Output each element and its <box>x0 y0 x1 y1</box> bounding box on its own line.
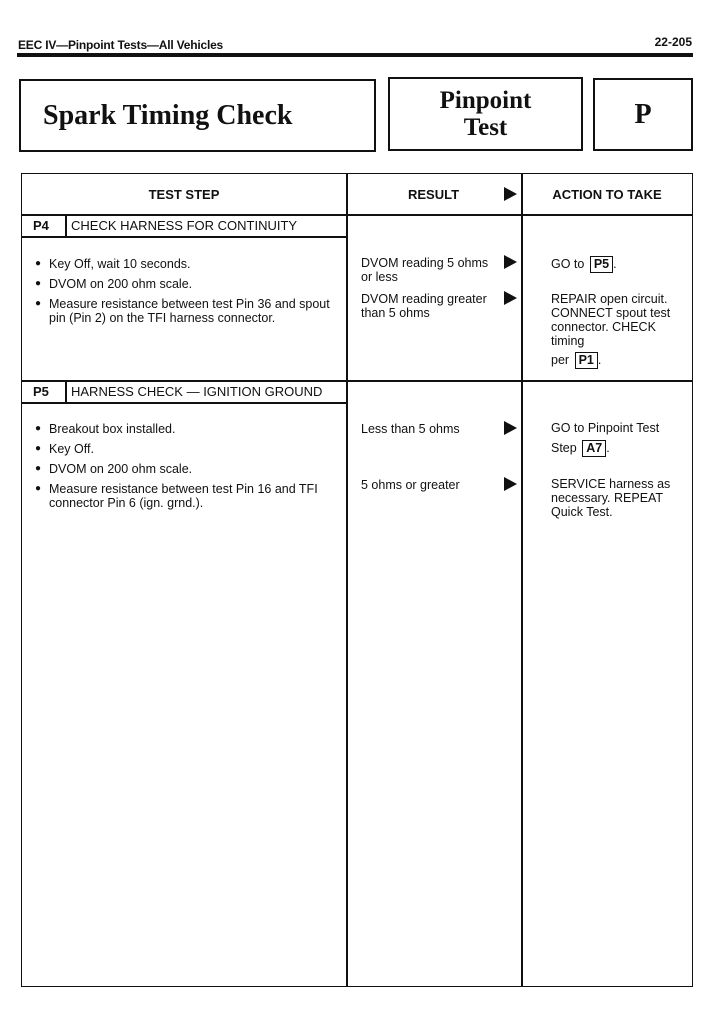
pinpoint-test-box <box>388 77 583 151</box>
arrow-icon <box>504 421 517 435</box>
test-letter: P <box>634 98 652 130</box>
action-cell <box>551 256 691 273</box>
action-suffix: . <box>613 257 617 271</box>
list-item: ● Measure resistance between test Pin 16 and TFI connector Pin 6 (ign. grnd.). <box>35 482 340 510</box>
action-suffix: . <box>597 353 602 367</box>
arrow-icon <box>504 477 517 491</box>
step-heading: CHECK HARNESS FOR CONTINUITY <box>71 218 298 233</box>
step-id: P4 <box>33 218 49 233</box>
step-header-p5 <box>22 380 346 404</box>
col-header-test-step: TEST STEP <box>148 187 220 202</box>
test-letter-box <box>593 78 693 151</box>
action-text: REPAIR open circuit. CONNECT spout test connector. CHECK timing <box>551 292 671 348</box>
pinpoint-test-label <box>440 87 532 141</box>
pinpoint-label-line2: Test <box>463 114 508 141</box>
step-p4-bullets <box>35 257 340 331</box>
step-heading: HARNESS CHECK — IGNITION GROUND <box>71 384 323 399</box>
step-id: P5 <box>33 384 49 399</box>
step-reference: A7 <box>582 440 606 457</box>
list-item: ● DVOM on 200 ohm scale. <box>35 277 340 291</box>
arrow-icon <box>504 255 517 269</box>
step-p5-bullets <box>35 422 340 516</box>
test-title: Spark Timing Check <box>43 99 293 131</box>
list-item: ● Key Off. <box>35 442 340 456</box>
arrow-icon <box>504 291 517 305</box>
action-cell: SERVICE harness as necessary. REPEAT Quick Test. <box>551 477 671 519</box>
action-suffix: . <box>606 441 610 455</box>
action-text: GO to <box>551 257 585 271</box>
result-cell: Less than 5 ohms <box>361 422 460 436</box>
col-header-result: RESULT <box>407 187 460 202</box>
result-cell: 5 ohms or greater <box>361 478 460 492</box>
list-item: ● Breakout box installed. <box>35 422 340 436</box>
step-reference: P5 <box>590 256 613 273</box>
pinpoint-label-line1: Pinpoint <box>439 87 532 114</box>
column-divider-2 <box>521 174 523 986</box>
col-header-action: ACTION TO TAKE <box>552 187 662 202</box>
title-box <box>19 79 376 152</box>
page-number: 22-205 <box>654 35 692 49</box>
column-divider-1 <box>346 174 348 986</box>
action-text: per <box>551 353 570 367</box>
step-header-p4 <box>22 214 346 238</box>
header-rule <box>17 53 693 57</box>
list-item: ● Key Off, wait 10 seconds. <box>35 257 340 271</box>
action-cell <box>551 292 691 369</box>
arrow-icon <box>504 187 517 201</box>
list-item: ● DVOM on 200 ohm scale. <box>35 462 340 476</box>
section-title: EEC IV—Pinpoint Tests—All Vehicles <box>18 38 224 52</box>
pinpoint-table <box>21 173 693 987</box>
list-item: ● Measure resistance between test Pin 36 and spout pin (Pin 2) on the TFI harness connector. <box>35 297 340 325</box>
action-text: Step <box>551 441 577 455</box>
result-cell: DVOM reading 5 ohms or less <box>361 256 489 284</box>
action-cell <box>551 421 691 457</box>
step-reference: P1 <box>575 352 598 369</box>
action-text: GO to Pinpoint Test <box>551 421 660 435</box>
result-cell: DVOM reading greater than 5 ohms <box>361 292 487 320</box>
